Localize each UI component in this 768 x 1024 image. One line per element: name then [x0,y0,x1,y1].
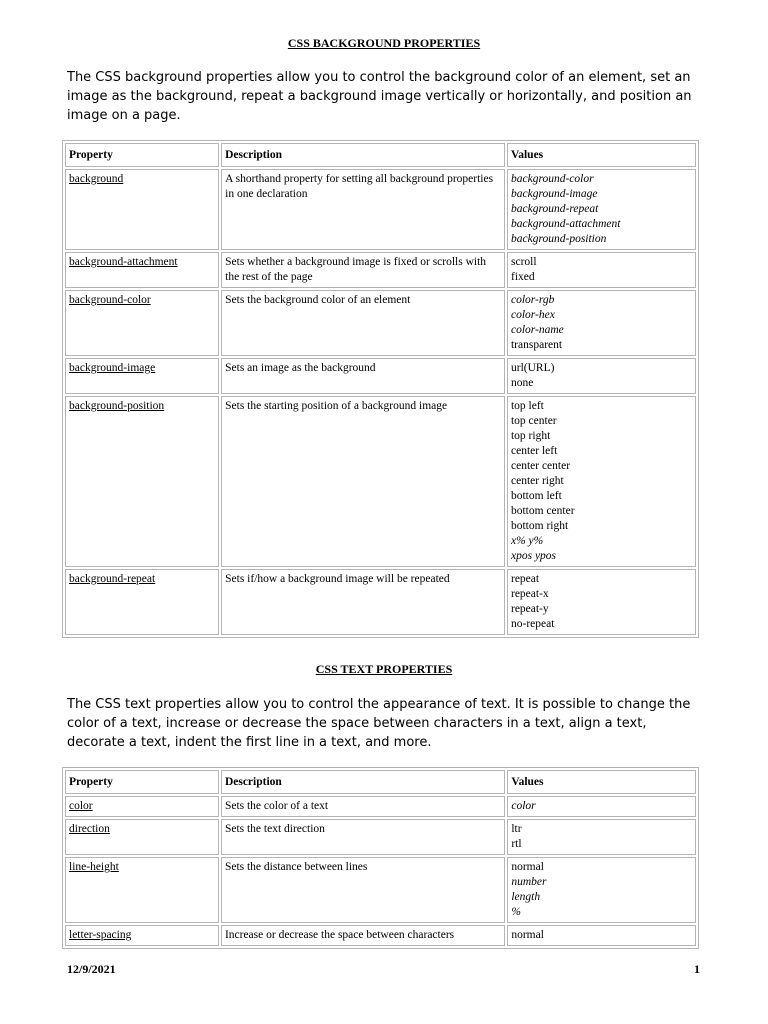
text-section-title: CSS TEXT PROPERTIES [315,662,453,676]
value-item: length [511,891,541,903]
value-item: transparent [510,339,563,351]
value-item: background-attachment [510,218,621,230]
property-cell [65,358,219,394]
property-cell [65,925,219,946]
value-item: bottom center [510,505,575,517]
value-item: repeat-y [510,603,549,615]
property-link[interactable]: background-image [69,362,156,374]
header-values: Values [507,770,696,794]
background-section-intro: The CSS background properties allow you to control the background color of an element, set an image as the background, repeat a background image vertically or horizontally, and position an image on a page. [67,70,692,123]
value-item: background-color [510,173,594,185]
table-row [65,290,696,356]
value-item: top left [510,400,544,412]
value-item: color-rgb [510,294,555,306]
header-description: Description [221,143,505,167]
table-header-row [65,770,696,794]
values-cell [507,569,696,635]
value-item: ltr [511,823,522,835]
header-values: Values [507,143,696,167]
property-link[interactable]: letter-spacing [69,929,132,941]
description-cell: Sets the background color of an element [221,290,505,356]
value-item: center left [510,445,558,457]
value-item: color-hex [510,309,555,321]
property-link[interactable]: background-color [69,294,151,306]
table-row [65,358,696,394]
value-item: color-name [510,324,564,336]
header-description: Description [221,770,505,794]
values-cell [507,796,696,817]
table-row [65,819,696,855]
value-item: color [511,800,536,812]
property-link[interactable]: line-height [69,861,119,873]
property-cell [65,819,219,855]
table-row [65,925,696,946]
value-item: no-repeat [510,618,555,630]
property-link[interactable]: direction [69,823,110,835]
values-cell [507,396,696,567]
value-item: scroll [510,256,537,268]
table-row [65,252,696,288]
footer-page-number: 1 [694,962,700,976]
values-cell [507,857,696,923]
value-item: bottom left [510,490,562,502]
values-cell [507,358,696,394]
description-cell: Sets the distance between lines [221,857,505,923]
description-cell: Sets if/how a background image will be repeated [221,569,505,635]
description-cell: Increase or decrease the space between characters [221,925,505,946]
value-item: background-repeat [510,203,599,215]
table-header-row [65,143,696,167]
value-item: top center [510,415,557,427]
header-property: Property [65,143,219,167]
property-cell [65,569,219,635]
value-item: none [510,377,534,389]
footer-date: 12/9/2021 [67,962,116,976]
header-property: Property [65,770,219,794]
value-item: background-image [510,188,598,200]
value-item: background-position [510,233,607,245]
value-item: url(URL) [510,362,555,374]
text-properties-table [62,767,699,949]
value-item: x% y% [510,535,544,547]
value-item: repeat-x [510,588,549,600]
table-row [65,396,696,567]
value-item: center center [510,460,571,472]
value-item: repeat [510,573,540,585]
description-cell: A shorthand property for setting all background properties in one declaration [221,169,505,250]
property-link[interactable]: color [69,800,93,812]
value-item: rtl [511,838,522,850]
value-item: fixed [510,271,535,283]
values-cell [507,925,696,946]
property-link[interactable]: background [69,173,124,185]
text-section-intro: The CSS text properties allow you to control the appearance of text. It is possible to change the color of a text, increase or decrease the space between characters in a text, align a text, decorate a text, indent the first line in a text, and more. [67,697,691,750]
value-item: normal [511,861,544,873]
property-link[interactable]: background-position [69,400,165,412]
description-cell: Sets the starting position of a background image [221,396,505,567]
description-cell: Sets the text direction [221,819,505,855]
value-item: bottom right [510,520,569,532]
property-cell [65,857,219,923]
property-cell [65,396,219,567]
value-item: xpos ypos [510,550,557,562]
description-cell: Sets whether a background image is fixed or scrolls with the rest of the page [221,252,505,288]
property-cell [65,252,219,288]
values-cell [507,290,696,356]
table-row [65,169,696,250]
values-cell [507,819,696,855]
description-cell: Sets the color of a text [221,796,505,817]
values-cell [507,169,696,250]
property-link[interactable]: background-attachment [69,256,178,268]
background-properties-table [62,140,699,638]
value-item: number [511,876,547,888]
values-cell [507,252,696,288]
property-cell [65,290,219,356]
property-cell [65,796,219,817]
background-section-title: CSS BACKGROUND PROPERTIES [287,36,481,50]
table-row [65,796,696,817]
value-item: center right [510,475,564,487]
property-link[interactable]: background-repeat [69,573,156,585]
table-row [65,857,696,923]
value-item: % [511,906,521,918]
value-item: top right [510,430,551,442]
table-row [65,569,696,635]
property-cell [65,169,219,250]
description-cell: Sets an image as the background [221,358,505,394]
value-item: normal [511,929,544,941]
